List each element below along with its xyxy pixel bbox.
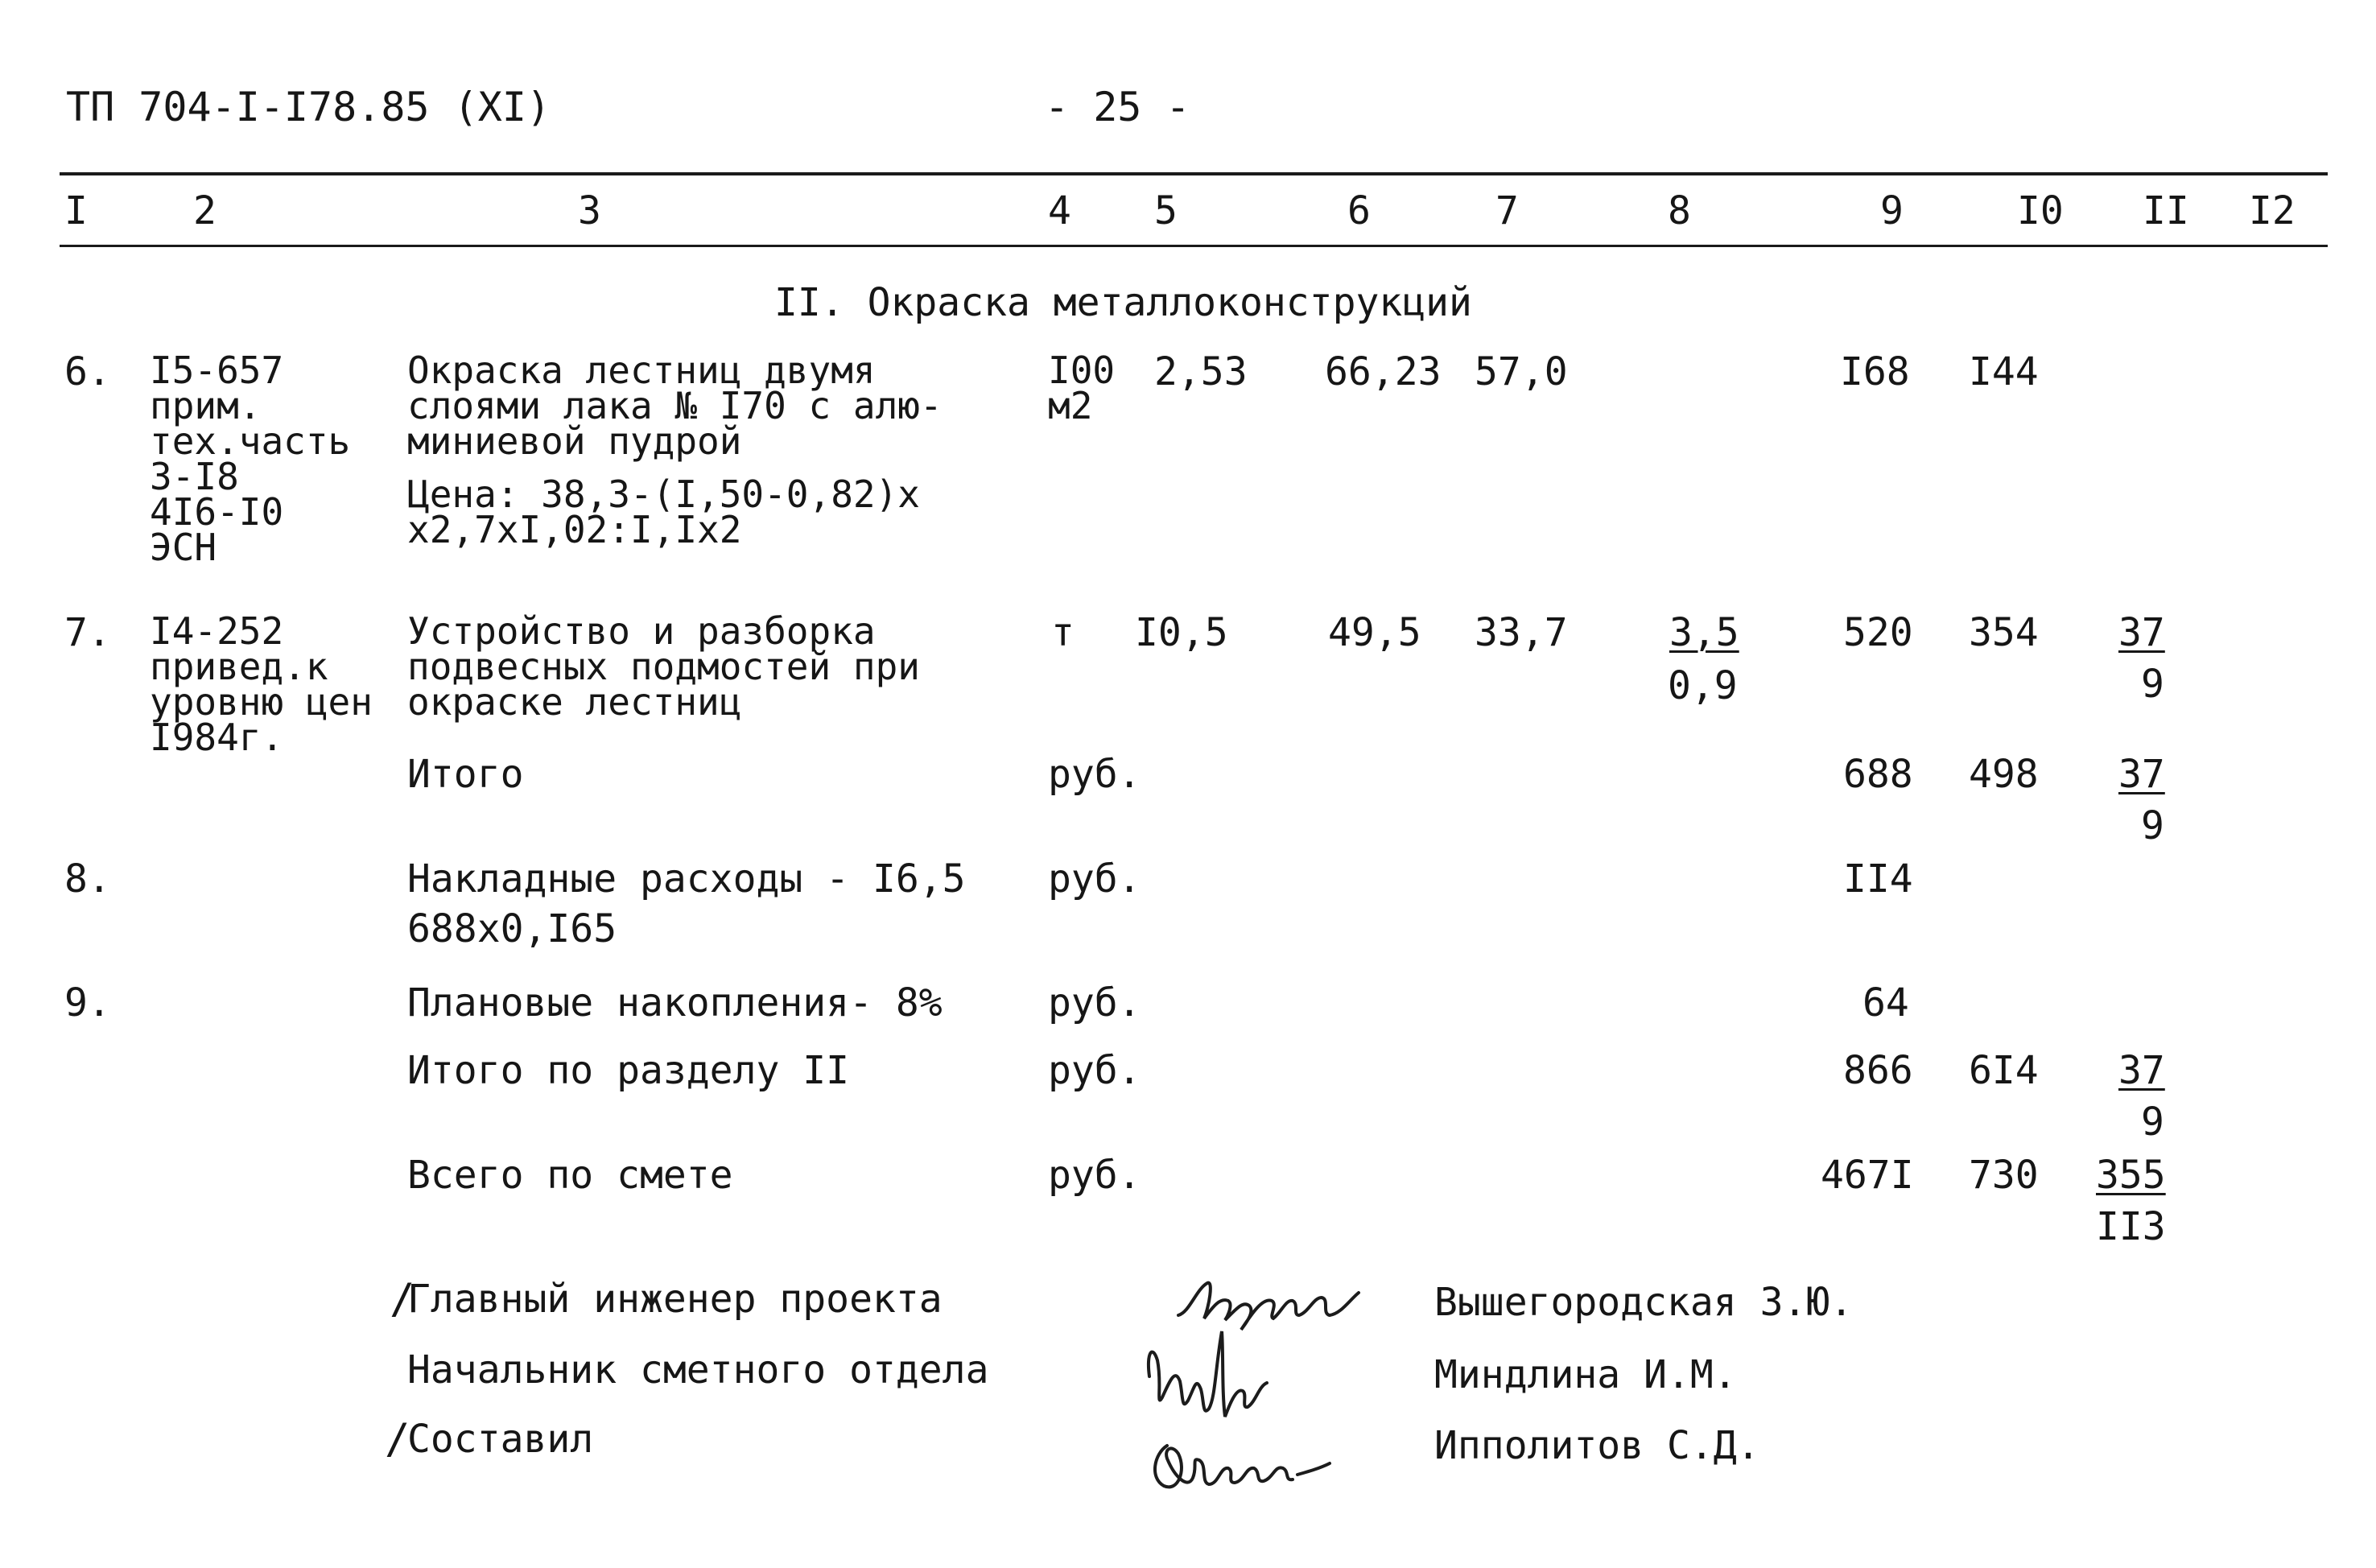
- row-7-col-8-bottom: 0,9: [1668, 663, 1738, 708]
- column-header-12: I2: [2249, 188, 2296, 233]
- subtotal-col-11-bottom: 9: [2141, 803, 2164, 848]
- subtotal-col-11-top: 37: [2118, 752, 2165, 797]
- section-total-col-11-bottom: 9: [2141, 1100, 2164, 1145]
- row-7-col-7: 33,7: [1475, 610, 1568, 655]
- section-total-col-9: 866: [1843, 1048, 1913, 1093]
- subtotal-col-9: 688: [1843, 752, 1913, 797]
- signatory-slash-1: /: [390, 1275, 415, 1323]
- grand-total-col-9: 467I: [1821, 1153, 1914, 1198]
- signatory-role-chief-engineer: Главный инженер проекта: [407, 1277, 943, 1322]
- section-total-label: Итого по разделу II: [407, 1048, 850, 1093]
- grand-total-label: Всего по смете: [407, 1153, 733, 1198]
- row-7-name-line-3: окраске лестниц: [407, 680, 742, 724]
- row-6-code-line-5: 4I6-I0: [150, 490, 284, 534]
- section-total-col-11-top: 37: [2118, 1048, 2165, 1093]
- row-6-col-10: I44: [1969, 349, 2039, 394]
- row-6-col-6: 66,23: [1325, 349, 1442, 394]
- row-6-code: [150, 349, 351, 569]
- row-8-number: 8.: [64, 856, 111, 902]
- header-top-rule: [60, 172, 2328, 175]
- signatory-role-compiler: Составил: [407, 1417, 594, 1462]
- overhead-unit: руб.: [1048, 856, 1141, 902]
- section-total-col-10: 6I4: [1969, 1048, 2039, 1093]
- row-7-code-line-3: уровню цен: [150, 680, 373, 724]
- row-6-col-9: I68: [1840, 349, 1910, 394]
- grand-total-col-10: 730: [1969, 1153, 2039, 1198]
- grand-total-col-11-bottom: II3: [2096, 1204, 2166, 1249]
- signatory-name-chief-engineer: Вышегородская З.Ю.: [1434, 1280, 1854, 1325]
- row-6-col-7: 57,0: [1475, 349, 1568, 394]
- row-6-price-note: [407, 472, 920, 551]
- row-6-code-line-6: ЭСН: [150, 526, 217, 569]
- row-6-quantity: 2,53: [1154, 349, 1248, 394]
- row-7-name: [407, 609, 920, 724]
- column-header-5: 5: [1154, 188, 1178, 233]
- row-6-code-line-4: 3-I8: [150, 455, 239, 498]
- subtotal-col-10: 498: [1969, 752, 2039, 797]
- row-7-number: 7.: [64, 610, 111, 655]
- signatory-name-compiler: Ипполитов С.Д.: [1434, 1423, 1760, 1468]
- page-number: - 25 -: [1045, 84, 1190, 130]
- row-6-name-line-3: миниевой пудрой: [407, 419, 742, 463]
- row-6-name: [407, 349, 943, 463]
- subtotal-unit: руб.: [1048, 752, 1141, 797]
- row-7-name-line-2: подвесных подмостей при: [407, 645, 920, 688]
- row-7-col-6: 49,5: [1328, 610, 1421, 655]
- row-7-col-11-bottom: 9: [2141, 662, 2164, 707]
- row-7-col-10: 354: [1969, 610, 2039, 655]
- row-7-code-line-1: I4-252: [150, 609, 284, 653]
- overhead-calc: 688х0,I65: [407, 906, 617, 951]
- column-header-8: 8: [1668, 188, 1691, 233]
- row-7-name-line-1: Устройство и разборка: [407, 609, 876, 653]
- signatory-slash-2: /: [385, 1415, 410, 1463]
- row-6-price-note-line-1: Цена: 38,3-(I,50-0,82)х: [407, 472, 920, 516]
- grand-total-col-11-top: 355: [2096, 1153, 2166, 1198]
- column-header-6: 6: [1347, 188, 1371, 233]
- row-6-unit-line-2: м2: [1048, 384, 1093, 427]
- section-title: II. Окраска металлоконструкций: [774, 280, 1472, 325]
- column-header-11: II: [2143, 188, 2189, 233]
- row-6-code-line-3: тех.часть: [150, 419, 351, 463]
- row-6-unit-line-1: I00: [1048, 349, 1116, 392]
- row-6-name-line-1: Окраска лестниц двумя: [407, 349, 876, 392]
- row-6-code-line-1: I5-657: [150, 349, 284, 392]
- planned-label: Плановые накопления- 8%: [407, 980, 943, 1025]
- grand-total-unit: руб.: [1048, 1153, 1141, 1198]
- column-header-10: I0: [2017, 188, 2064, 233]
- signature-compiler: [1143, 1422, 1336, 1502]
- planned-col-9: 64: [1862, 980, 1909, 1025]
- column-header-3: 3: [578, 188, 601, 233]
- row-6-name-line-2: слоями лака № I70 с алю-: [407, 384, 943, 427]
- row-7-code-line-2: привед.к: [150, 645, 328, 688]
- column-header-9: 9: [1880, 188, 1904, 233]
- header-bottom-rule: [60, 245, 2328, 247]
- row-7-col-11-top: 37: [2118, 610, 2165, 655]
- column-header-1: I: [64, 188, 88, 233]
- column-header-7: 7: [1495, 188, 1519, 233]
- row-7-col-8-top: 3,5: [1669, 610, 1739, 655]
- row-7-col-9: 520: [1843, 610, 1913, 655]
- planned-unit: руб.: [1048, 980, 1141, 1025]
- column-header-2: 2: [193, 188, 217, 233]
- overhead-label: Накладные расходы - I6,5: [407, 856, 966, 902]
- row-7-code: [150, 609, 373, 759]
- row-7-quantity: I0,5: [1135, 610, 1228, 655]
- row-6-unit: [1048, 349, 1116, 427]
- row-7-unit: т: [1051, 610, 1075, 655]
- overhead-col-9: II4: [1843, 856, 1913, 902]
- row-7-code-line-4: I984г.: [150, 716, 284, 759]
- row-6-price-note-line-2: х2,7хI,02:I,Iх2: [407, 508, 742, 551]
- document-code: ТП 704-I-I78.85 (XI): [66, 84, 551, 130]
- signatory-role-estimate-head: Начальник сметного отдела: [407, 1347, 989, 1393]
- column-header-4: 4: [1048, 188, 1071, 233]
- signature-estimate-head: [1138, 1320, 1283, 1433]
- signatory-name-estimate-head: Миндлина И.М.: [1434, 1352, 1737, 1397]
- section-total-unit: руб.: [1048, 1048, 1141, 1093]
- row-6-code-line-2: прим.: [150, 384, 262, 427]
- row-9-number: 9.: [64, 980, 111, 1025]
- subtotal-label: Итого: [407, 752, 524, 797]
- row-6-number: 6.: [64, 349, 111, 394]
